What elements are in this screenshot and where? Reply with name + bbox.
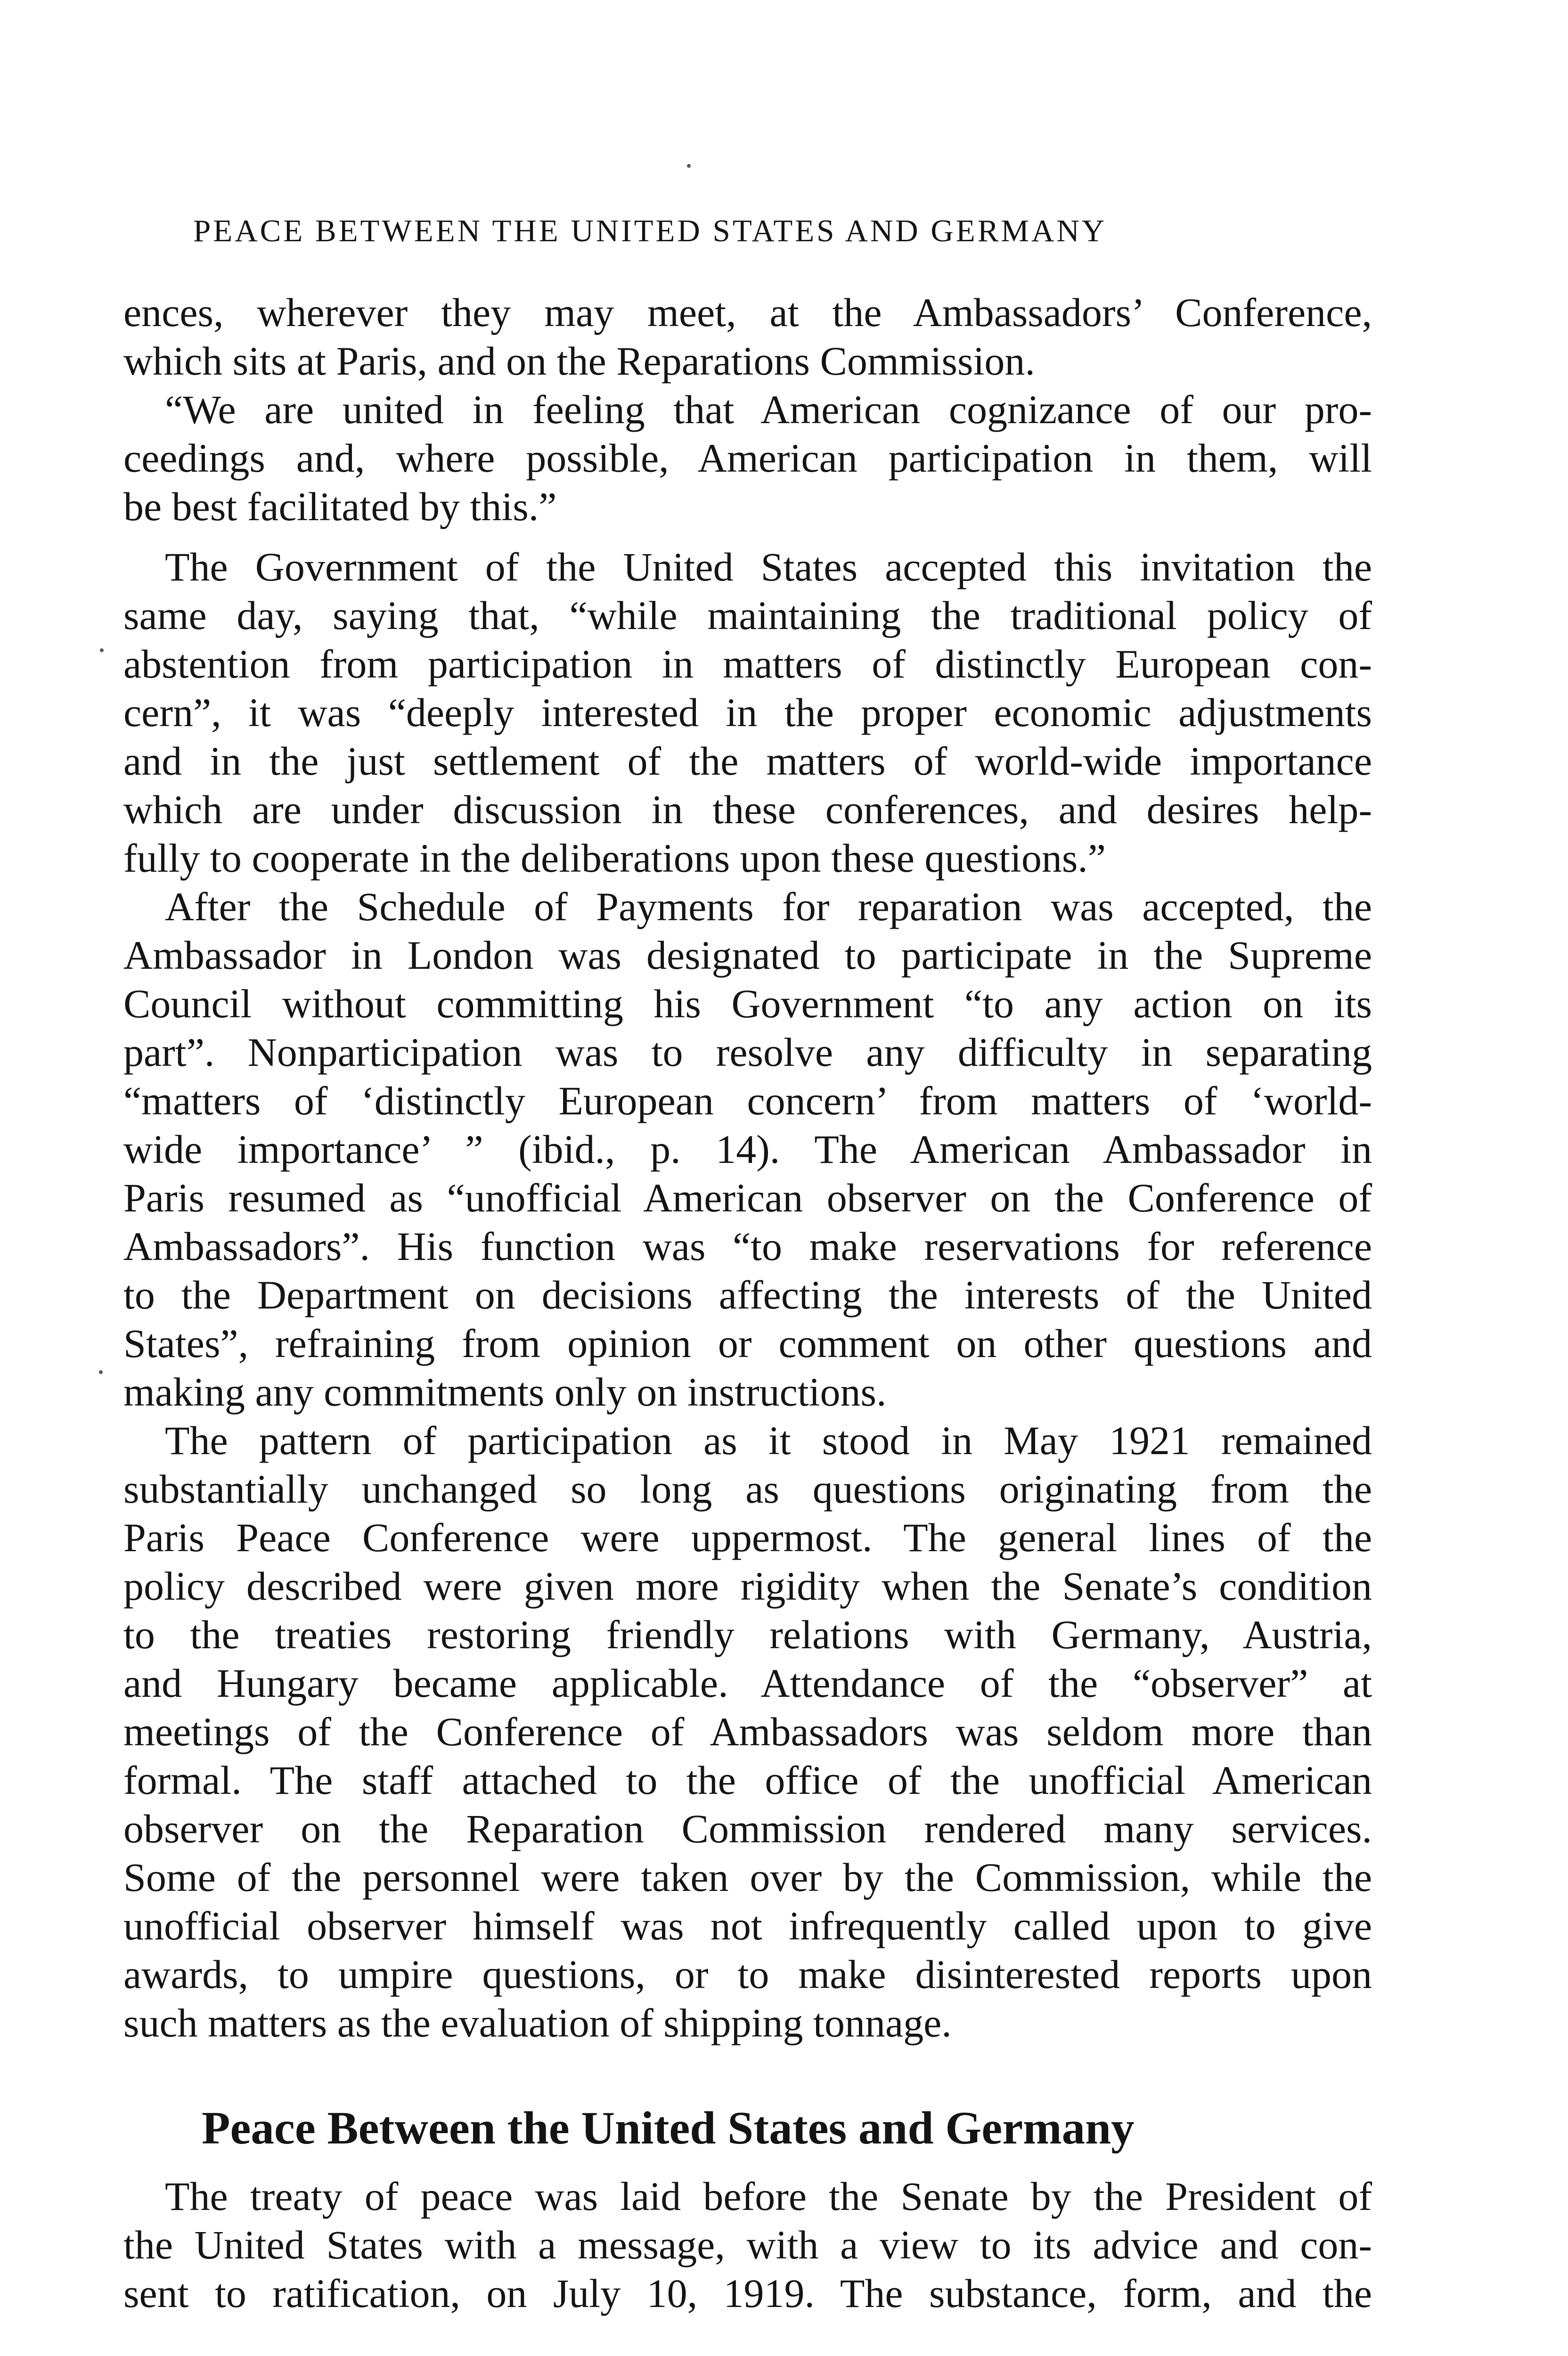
paragraph-gap: [123, 531, 1372, 543]
paragraph: [123, 543, 1372, 883]
text-line: formal. The staff attached to the office of the unofficial American: [123, 1758, 1372, 1803]
text-line: be best facilitated by this.”: [123, 484, 557, 529]
text-line: and in the just settlement of the matters of world-wide importance: [123, 738, 1372, 784]
text-line: such matters as the evaluation of shipping tonnage.: [123, 2000, 952, 2045]
text-line: Ambassadors”. His function was “to make reservations for reference: [123, 1224, 1372, 1269]
text-line: fully to cooperate in the deliberations upon these questions.”: [123, 835, 1106, 881]
text-line: to the treaties restoring friendly relations with Germany, Austria,: [123, 1612, 1372, 1657]
text-line: Some of the personnel were taken over by the Commission, while the: [123, 1855, 1372, 1900]
text-line: After the Schedule of Payments for reparation was accepted, the: [165, 884, 1372, 929]
running-head: PEACE BETWEEN THE UNITED STATES AND GERMANY: [193, 213, 1107, 248]
text-line: The treaty of peace was laid before the Senate by the President of: [165, 2174, 1372, 2219]
body-text-before-heading: [123, 288, 1372, 2047]
text-line: unofficial observer himself was not infrequently called upon to give: [123, 1903, 1372, 1948]
text-line: The pattern of participation as it stood in May 1921 remained: [165, 1418, 1372, 1463]
text-line: to the Department on decisions affecting the interests of the United: [123, 1272, 1372, 1317]
text-line: which are under discussion in these conferences, and desires help-: [123, 787, 1372, 832]
text-line: ences, wherever they may meet, at the Ambassadors’ Conference,: [123, 290, 1372, 335]
text-line: abstention from participation in matters of distinctly European con-: [123, 641, 1372, 687]
text-line: which sits at Paris, and on the Reparations Commission.: [123, 338, 1035, 384]
text-line: policy described were given more rigidity when the Senate’s condition: [123, 1563, 1372, 1609]
text-line: “matters of ‘distinctly European concern’ from matters of ‘world-: [123, 1078, 1372, 1123]
paragraph: [123, 1416, 1372, 2047]
text-line: awards, to umpire questions, or to make disinterested reports upon: [123, 1952, 1372, 1997]
text-line: The Government of the United States accepted this invitation the: [165, 544, 1372, 589]
text-line: same day, saying that, “while maintaining the traditional policy of: [123, 593, 1372, 638]
text-line: States”, refraining from opinion or comment on other questions and: [123, 1321, 1372, 1366]
text-line: observer on the Reparation Commission rendered many services.: [123, 1806, 1372, 1851]
scan-speck: [99, 1370, 103, 1374]
scan-speck: [100, 648, 104, 652]
text-line: Paris Peace Conference were uppermost. The general lines of the: [123, 1515, 1372, 1560]
text-line: wide importance’ ” (ibid., p. 14). The American Ambassador in: [123, 1127, 1372, 1172]
paragraph: [123, 385, 1372, 531]
text-line: making any commitments only on instructions.: [123, 1369, 887, 1415]
scan-speck: [687, 164, 691, 168]
section-heading: Peace Between the United States and Germany: [202, 2102, 1135, 2154]
text-line: and Hungary became applicable. Attendance of the “observer” at: [123, 1661, 1372, 1706]
text-line: part”. Nonparticipation was to resolve any difficulty in separating: [123, 1030, 1372, 1075]
body-text-after-heading: [123, 2172, 1372, 2318]
text-line: ceedings and, where possible, American participation in them, will: [123, 435, 1372, 481]
text-line: “We are united in feeling that American cognizance of our pro-: [165, 387, 1372, 432]
text-line: Paris resumed as “unofficial American observer on the Conference of: [123, 1175, 1372, 1220]
paragraph: [123, 288, 1372, 385]
text-line: meetings of the Conference of Ambassadors was seldom more than: [123, 1709, 1372, 1754]
text-line: Council without committing his Government “to any action on its: [123, 981, 1372, 1026]
text-line: cern”, it was “deeply interested in the proper economic adjustments: [123, 690, 1372, 735]
text-line: sent to ratification, on July 10, 1919. The substance, form, and the: [123, 2271, 1372, 2316]
text-line: Ambassador in London was designated to participate in the Supreme: [123, 933, 1372, 978]
text-line: the United States with a message, with a view to its advice and con-: [123, 2222, 1372, 2267]
paragraph: [123, 883, 1372, 1416]
paragraph: [123, 2172, 1372, 2318]
text-line: substantially unchanged so long as questions originating from the: [123, 1466, 1372, 1512]
